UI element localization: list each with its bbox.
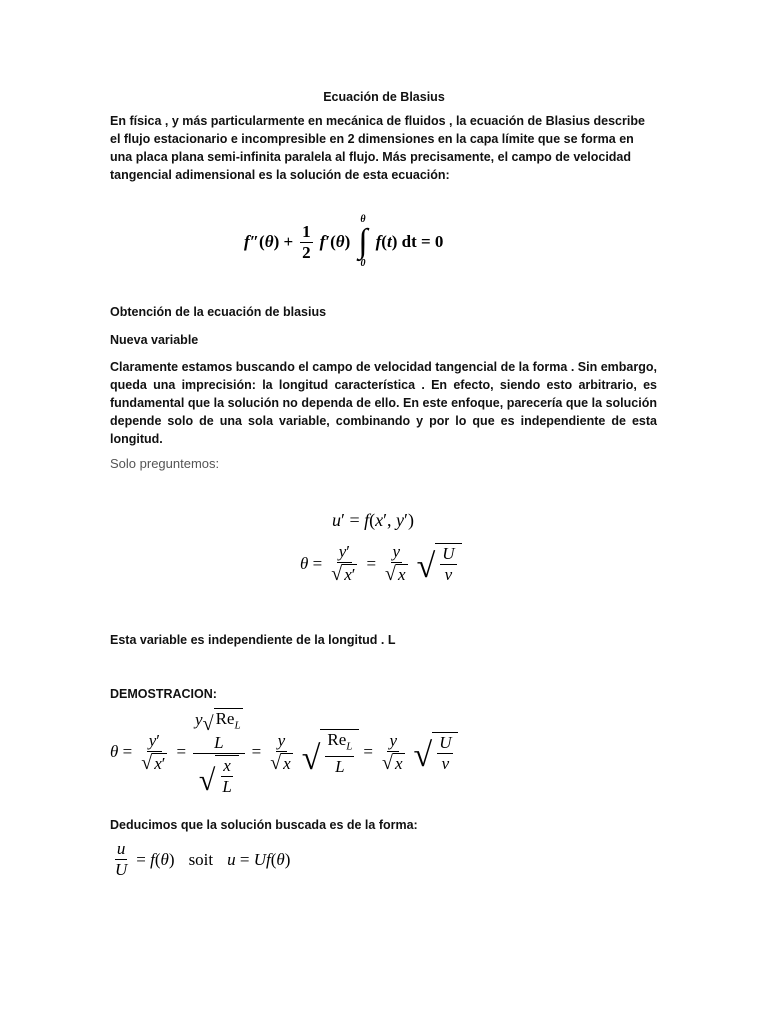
- heading-nueva-variable: Nueva variable: [110, 333, 199, 347]
- soit-word: soit: [188, 849, 214, 869]
- equation-demostracion: θ = y′ √ x′ = y √ $Re_L$ L √ $\frac{x}{L}$ = y √ x √ $\frac{Re_L}{L}$ = y √ x √ $\frac{U}{\nu}$: [110, 708, 458, 796]
- document-title: Ecuación de Blasius: [323, 90, 445, 104]
- paragraph-independiente: Esta variable es independiente de la longitud . L: [110, 633, 396, 647]
- paragraph-deducimos: Deducimos que la solución buscada es de la forma:: [110, 818, 418, 832]
- equation-solution-form: $\frac{u}{U}$ = f(θ) soit u = Uf(θ): [115, 839, 291, 879]
- paragraph-claramente: Claramente estamos buscando el campo de velocidad tangencial de la forma . Sin embargo, queda una imprecisión: la longitud característica . En efecto, siendo esto arbitrario, es fundamental que la solución no dependa de ello. En este enfoque, parecería que la solución depende solo de una sola variable, combinando y por lo que es independiente de esta longitud.: [110, 360, 657, 446]
- dt-symbol: dt: [401, 232, 417, 251]
- heading-obtencion: Obtención de la ecuación de blasius: [110, 305, 327, 319]
- equation-theta: θ = y′ √ x′ = y √ x √ $\frac{U}{\nu}$: [300, 543, 462, 584]
- solo-preguntemos: Solo preguntemos:: [110, 456, 220, 471]
- equals-zero: = 0: [421, 232, 444, 251]
- blasius-equation: f″(θ) + $\frac{1}{2}$ f′(θ) θ ∫ 0 f(t) dt = 0: [244, 214, 444, 269]
- intro-paragraph: En física , y más particularmente en mecánica de fluidos , la ecuación de Blasius describe el flujo estacionario e incompresible en 2 dimensiones en la capa límite que se forma en una placa plana semi-infinita paralela al flujo. Más precisamente, el campo de velocidad tangencial adimensional es la solución de esta ecuación:: [110, 114, 645, 182]
- equation-u-prime: u′ = f(x′, y′): [332, 510, 414, 530]
- heading-demostracion: DEMOSTRACION:: [110, 687, 217, 701]
